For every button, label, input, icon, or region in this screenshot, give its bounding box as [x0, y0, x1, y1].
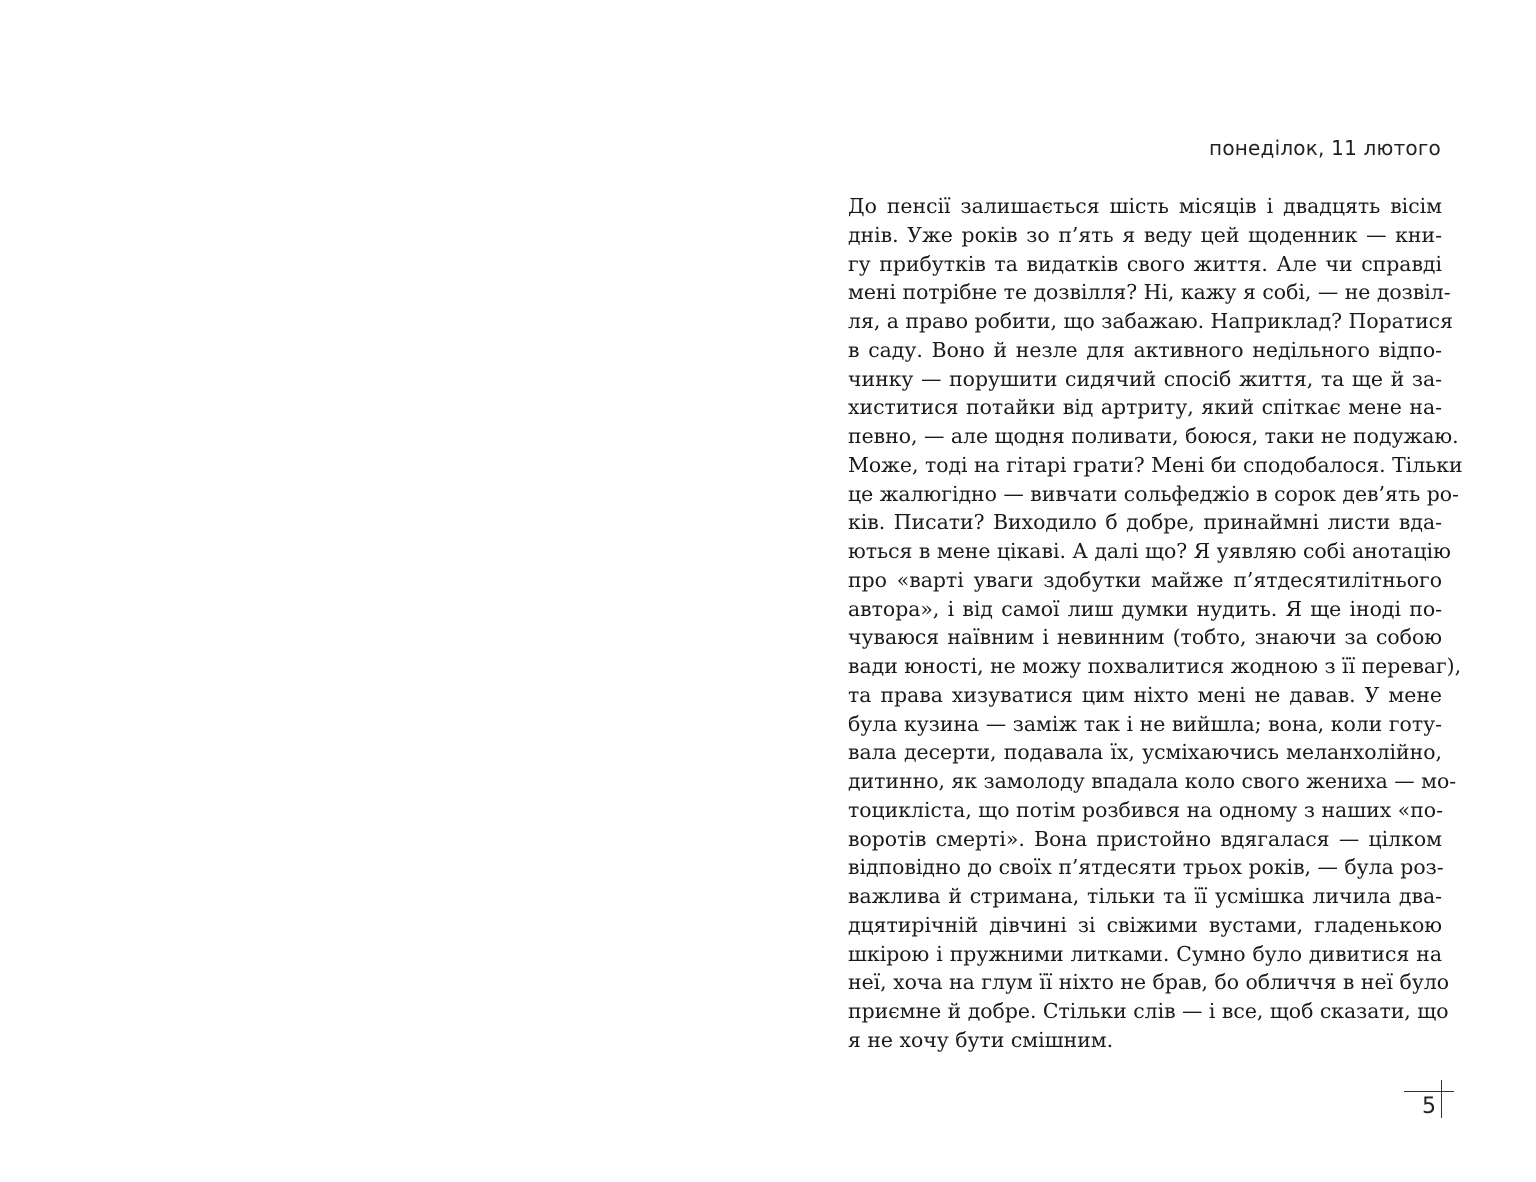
- page-number: 5: [1422, 1094, 1436, 1119]
- text-line: була кузина — заміж так і не вийшла; вона, коли готу-: [848, 711, 1442, 736]
- text-line: До пенсії залишається шість місяців і двадцять вісім: [848, 194, 1442, 218]
- folio-horizontal-rule: [1404, 1091, 1454, 1092]
- text-line-last: я не хочу бути смішним.: [848, 1027, 1114, 1052]
- text-line: автора», і від самої лиш думки нудить. Я ще іноді по-: [848, 596, 1442, 621]
- text-line: хиститися потайки від артриту, який спіткає мене на-: [848, 395, 1442, 420]
- text-line: важлива й стримана, тільки та її усмішка личила два-: [848, 884, 1442, 908]
- text-line: це жалюгідно — вивчати сольфеджіо в сорок дев’ять ро-: [848, 481, 1459, 506]
- text-line: днів. Уже років зо п’ять я веду цей щоденник — кни-: [848, 222, 1442, 247]
- text-line: ються в мене цікаві. А далі що? Я уявляю собі анотацію: [848, 539, 1451, 563]
- folio-crop-mark: [1404, 1080, 1454, 1120]
- text-line: воротів смерті». Вона пристойно вдягалася — цілком: [848, 826, 1442, 851]
- text-line: вади юності, не можу похвалитися жодною з її переваг),: [848, 654, 1462, 678]
- text-line: про «варті уваги здобутки майже п’ятдесятилітнього: [848, 567, 1442, 592]
- text-line: Може, тоді на гітарі грати? Мені би сподобалося. Тільки: [848, 452, 1463, 477]
- text-line: вала десерти, подавала їх, усміхаючись меланхолійно,: [848, 740, 1442, 765]
- text-line: в саду. Воно й незле для активного недільного відпо-: [848, 337, 1442, 362]
- text-line: дцятирічній дівчині зі свіжими вустами, гладенькою: [848, 912, 1442, 937]
- diary-entry-text: [848, 192, 1463, 1055]
- text-line: певно, — але щодня поливати, боюся, таки не подужаю.: [848, 424, 1459, 448]
- text-line: шкірою і пружними литками. Сумно було дивитися на: [848, 941, 1442, 966]
- text-line: та права хизуватися цим ніхто мені не давав. У мене: [848, 682, 1442, 707]
- text-line: неї, хоча на глум її ніхто не брав, бо обличчя в неї було: [848, 970, 1450, 995]
- text-line: ля, а право робити, що забажаю. Наприклад? Поратися: [848, 309, 1453, 333]
- text-line: мені потрібне те дозвілля? Ні, кажу я собі, — не дозвіл-: [848, 280, 1451, 305]
- text-line: приємне й добре. Стільки слів — і все, щоб сказати, що: [848, 999, 1449, 1023]
- text-line: ків. Писати? Виходило б добре, принаймні листи вда-: [848, 510, 1442, 535]
- text-line: тоцикліста, що потім розбився на одному з наших «по-: [848, 797, 1443, 822]
- text-line: відповідно до своїх п’ятдесяти трьох років, — була роз-: [848, 855, 1444, 880]
- text-line: гу прибутків та видатків свого життя. Але чи справді: [848, 251, 1442, 276]
- folio-vertical-rule: [1441, 1080, 1442, 1118]
- text-line: дитинно, як замолоду впадала коло свого жениха — мо-: [848, 769, 1457, 793]
- text-line: чинку — порушити сидячий спосіб життя, та ще й за-: [848, 366, 1442, 391]
- right-page: [768, 0, 1536, 1182]
- text-line: чуваюся наївним і невинним (тобто, знаючи за собою: [848, 625, 1442, 650]
- diary-date-heading: понеділок, 11 лютого: [1209, 136, 1441, 160]
